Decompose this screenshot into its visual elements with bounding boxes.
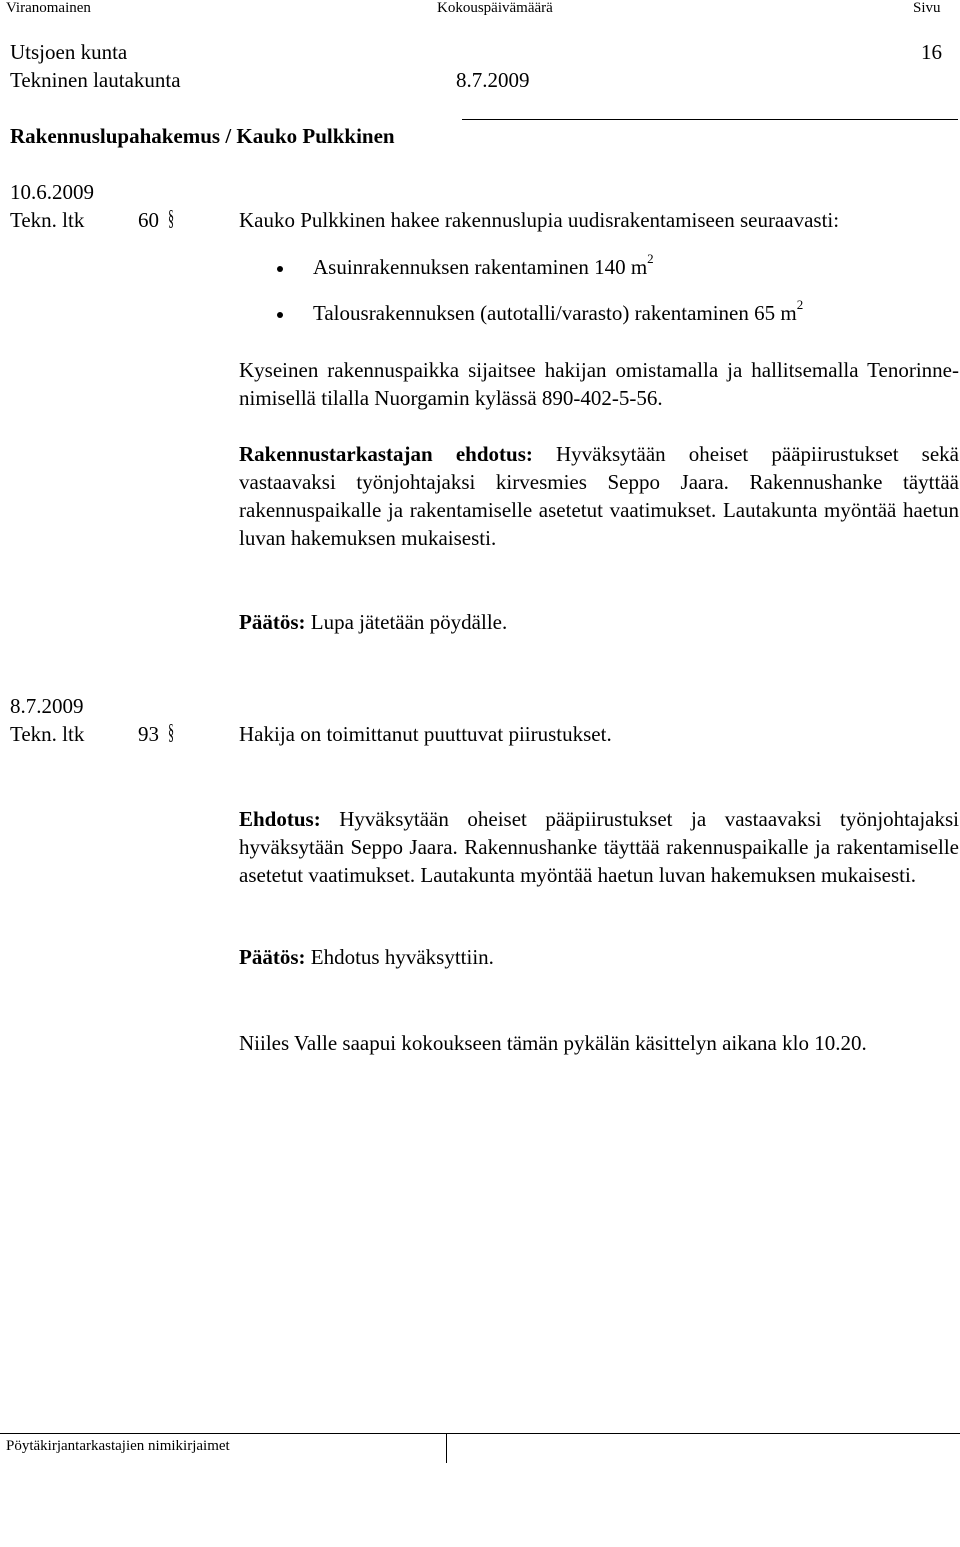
header-page-label: Sivu (913, 0, 941, 16)
proposal-text: Hyväksytään oheiset pääpiirustukset ja vastaavaksi työnjohtajaksi hyväksytään Seppo Jaara. Rakennushanke täyttää rakennuspaikalle ja rakentamiselle asetetut vaatimukset. Lautakunta myöntää haetun luvan hakemuksen mukaisesti. (239, 807, 959, 887)
section2-attendance-note: Niiles Valle saapui kokoukseen tämän pykälän käsittelyn aikana klo 10.20. (239, 1031, 867, 1055)
section1-proposal-paragraph (239, 440, 959, 552)
footer-divider (446, 1433, 447, 1463)
committee-name: Tekninen lautakunta (10, 68, 181, 92)
proposal-label: Rakennustarkastajan ehdotus: (239, 442, 533, 466)
bullet-marker (277, 266, 283, 272)
document-title: Rakennuslupahakemus / Kauko Pulkkinen (10, 124, 395, 148)
header-meeting-date-label: Kokouspäivämäärä (437, 0, 553, 16)
section2-proposal-paragraph (239, 805, 959, 889)
bullet-marker (277, 312, 283, 318)
section2-date: 8.7.2009 (10, 694, 84, 718)
section2-decision: Päätös: Ehdotus hyväksyttiin. (239, 945, 494, 969)
section1-body: Tekn. ltk (10, 208, 85, 232)
meeting-date: 8.7.2009 (456, 68, 530, 92)
section2-mark: § (168, 719, 175, 744)
bullet-item-residential: Asuinrakennuksen rakentaminen 140 $m^2$ (313, 251, 654, 279)
proposal-text: Hyväksytään oheiset pääpiirustukset sekä vastaavaksi työnjohtajaksi kirvesmies Seppo Jaara. Rakennushanke täyttää rakennuspaikalle ja rakentamiselle asetetut vaatimukset. Lautakunta myöntää haetun luvan hakemuksen mukaisesti. (239, 442, 959, 550)
organization-name: Utsjoen kunta (10, 40, 128, 64)
header-authority-label: Viranomainen (6, 0, 91, 16)
proposal-label: Ehdotus: (239, 807, 321, 831)
section1-location-paragraph: Kyseinen rakennuspaikka sijaitsee hakijan omistamalla ja hallitsemalla Tenorinne- nimisellä tilalla Nuorgamin kylässä 890-402-5-56. (239, 358, 959, 410)
footer-signatures-label: Pöytäkirjantarkastajien nimikirjaimet (6, 1438, 230, 1454)
title-rule (462, 119, 958, 120)
section2-body: Tekn. ltk (10, 722, 85, 746)
bullet-item-outbuilding: Talousrakennuksen (autotalli/varasto) rakentaminen 65 $m^2$ (313, 297, 804, 325)
section1-number: 60 (138, 208, 159, 232)
page-number: 16 (921, 40, 942, 64)
section2-number: 93 (138, 722, 159, 746)
section1-decision: Päätös: Lupa jätetään pöydälle. (239, 610, 508, 634)
section1-intro: Kauko Pulkkinen hakee rakennuslupia uudisrakentamiseen seuraavasti: (239, 208, 840, 232)
footer-rule (0, 1433, 960, 1434)
section2-intro: Hakija on toimittanut puuttuvat piirustukset. (239, 722, 612, 746)
section1-date: 10.6.2009 (10, 180, 94, 204)
section1-mark: § (168, 205, 175, 230)
